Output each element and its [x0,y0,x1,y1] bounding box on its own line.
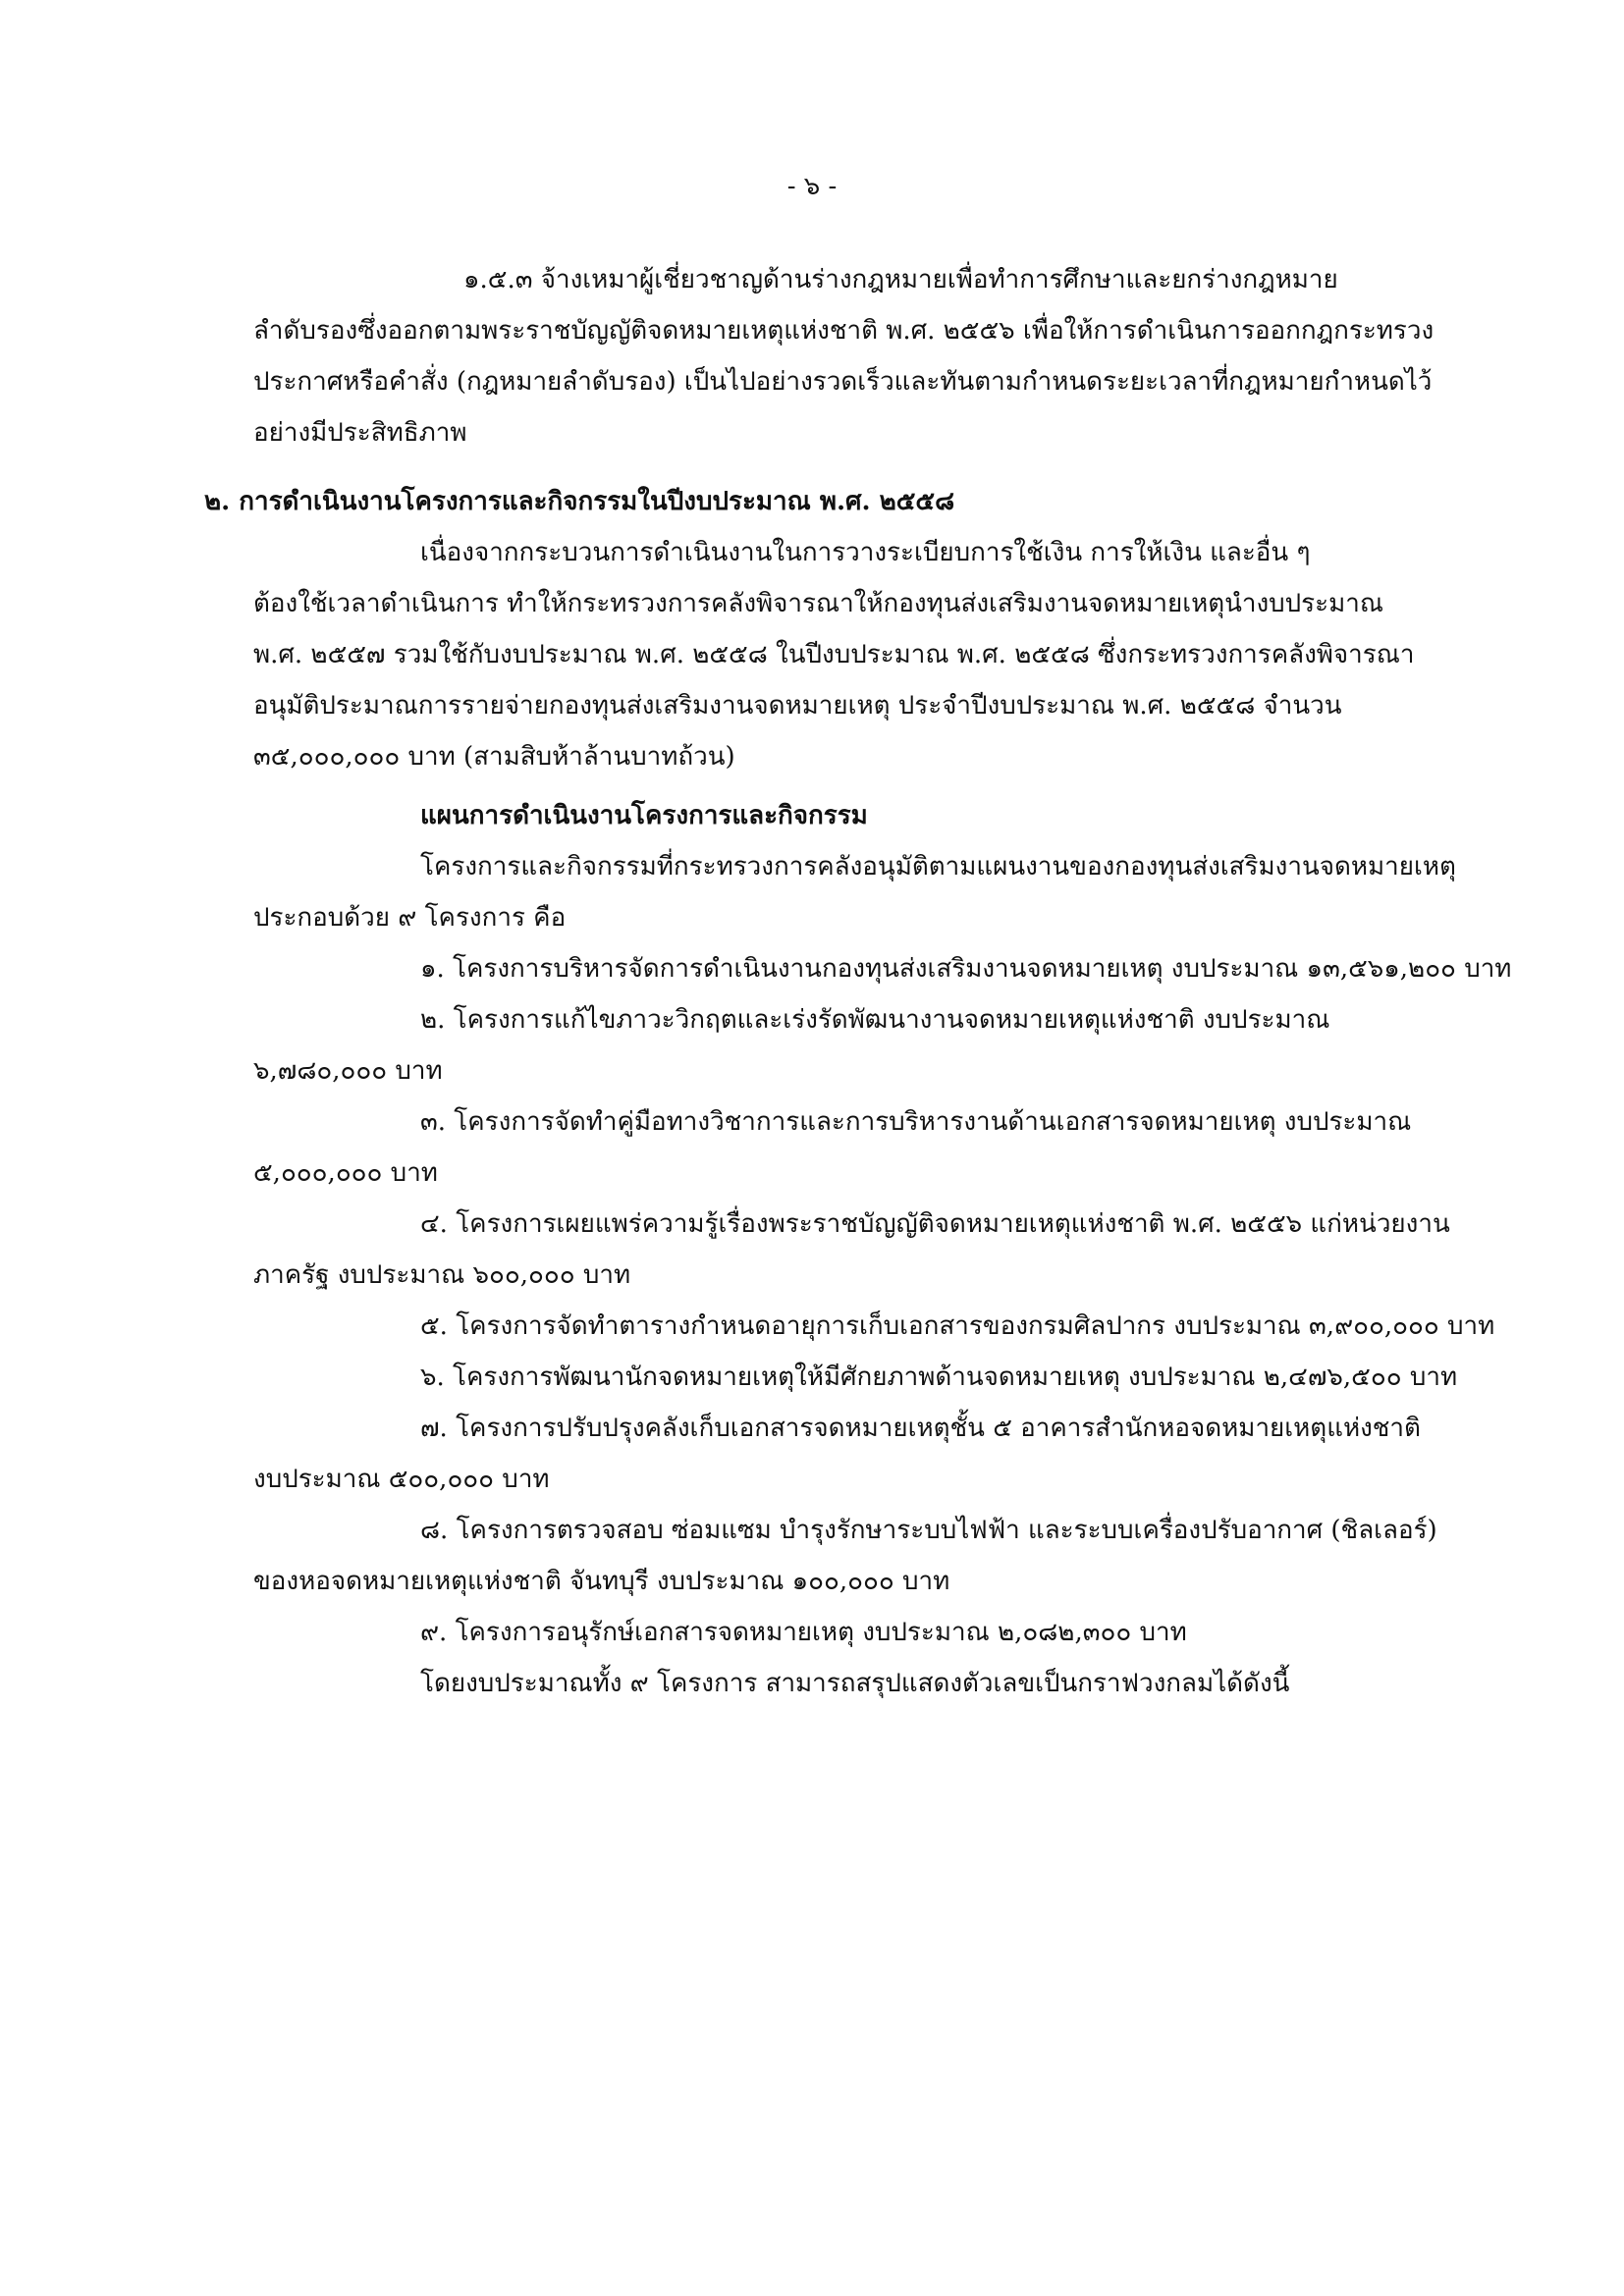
project-5: ๕. โครงการจัดทำตารางกำหนดอายุการเก็บเอกสารของกรมศิลปากร งบประมาณ ๓,๙๐๐,๐๐๐ บาท [420,1311,1495,1341]
project-8-cont: ของหอจดหมายเหตุแห่งชาติ จันทบุรี งบประมาณ ๑๐๐,๐๐๐ บาท [253,1567,950,1596]
section-2-line-3: พ.ศ. ๒๕๕๗ รวมใช้กับงบประมาณ พ.ศ. ๒๕๕๘ ในปีงบประมาณ พ.ศ. ๒๕๕๘ ซึ่งกระทรวงการคลังพิจารณา [253,640,1415,669]
plan-heading: แผนการดำเนินงานโครงการและกิจกรรม [420,801,868,830]
plan-intro-line-2: ประกอบด้วย ๙ โครงการ คือ [253,903,567,933]
project-4-cont: ภาครัฐ งบประมาณ ๖๐๐,๐๐๐ บาท [253,1260,631,1290]
page-number: - ๖ - [786,172,838,201]
section-2-line-2: ต้องใช้เวลาดำเนินการ ทำให้กระทรวงการคลังพิจารณาให้กองทุนส่งเสริมงานจดหมายเหตุนำงบประมาณ [253,589,1383,618]
project-6: ๖. โครงการพัฒนานักจดหมายเหตุให้มีศักยภาพด้านจดหมายเหตุ งบประมาณ ๒,๔๗๖,๕๐๐ บาท [420,1362,1458,1392]
project-8: ๘. โครงการตรวจสอบ ซ่อมแซม บำรุงรักษาระบบไฟฟ้า และระบบเครื่องปรับอากาศ (ชิลเลอร์) [420,1516,1437,1545]
project-3: ๓. โครงการจัดทำคู่มือทางวิชาการและการบริหารงานด้านเอกสารจดหมายเหตุ งบประมาณ [420,1107,1412,1137]
project-3-cont: ๕,๐๐๐,๐๐๐ บาท [253,1158,438,1188]
project-7-cont: งบประมาณ ๕๐๐,๐๐๐ บาท [253,1465,550,1494]
section-1-5-3-line-3: ประกาศหรือคำสั่ง (กฎหมายลำดับรอง) เป็นไปอย่างรวดเร็วและทันตามกำหนดระยะเวลาที่กฎหมายกำหนดไว้ [253,367,1433,397]
project-4: ๔. โครงการเผยแพร่ความรู้เรื่องพระราชบัญญัติจดหมายเหตุแห่งชาติ พ.ศ. ๒๕๕๖ แก่หน่วยงาน [420,1209,1450,1239]
section-1-5-3-line-4: อย่างมีประสิทธิภาพ [253,418,467,448]
section-1-5-3-line-2: ลำดับรองซึ่งออกตามพระราชบัญญัติจดหมายเหตุแห่งชาติ พ.ศ. ๒๕๕๖ เพื่อให้การดำเนินการออกกฎกระทรวง [253,316,1435,346]
section-2-line-4: อนุมัติประมาณการรายจ่ายกองทุนส่งเสริมงานจดหมายเหตุ ประจำปีงบประมาณ พ.ศ. ๒๕๕๘ จำนวน [253,691,1342,721]
plan-closing: โดยงบประมาณทั้ง ๙ โครงการ สามารถสรุปแสดงตัวเลขเป็นกราฟวงกลมได้ดังนี้ [420,1669,1290,1698]
section-2-line-1: เนื่องจากกระบวนการดำเนินงานในการวางระเบียบการใช้เงิน การให้เงิน และอื่น ๆ [420,538,1311,567]
project-2-cont: ๖,๗๘๐,๐๐๐ บาท [253,1056,443,1086]
section-2-line-5: ๓๕,๐๐๐,๐๐๐ บาท (สามสิบห้าล้านบาทถ้วน) [253,742,735,772]
section-2-heading: ๒. การดำเนินงานโครงการและกิจกรรมในปีงบประมาณ พ.ศ. ๒๕๕๘ [204,487,955,516]
section-1-5-3-line-1: ๑.๕.๓ จ้างเหมาผู้เชี่ยวชาญด้านร่างกฎหมายเพื่อทำการศึกษาและยกร่างกฎหมาย [463,265,1338,294]
project-2: ๒. โครงการแก้ไขภาวะวิกฤตและเร่งรัดพัฒนางานจดหมายเหตุแห่งชาติ งบประมาณ [420,1005,1330,1035]
plan-intro-line-1: โครงการและกิจกรรมที่กระทรวงการคลังอนุมัติตามแผนงานของกองทุนส่งเสริมงานจดหมายเหตุ [420,852,1456,881]
project-9: ๙. โครงการอนุรักษ์เอกสารจดหมายเหตุ งบประมาณ ๒,๐๘๒,๓๐๐ บาท [420,1618,1187,1647]
project-1: ๑. โครงการบริหารจัดการดำเนินงานกองทุนส่งเสริมงานจดหมายเหตุ งบประมาณ ๑๓,๕๖๑,๒๐๐ บาท [420,954,1512,984]
project-7: ๗. โครงการปรับปรุงคลังเก็บเอกสารจดหมายเหตุชั้น ๕ อาคารสำนักหอจดหมายเหตุแห่งชาติ [420,1414,1421,1443]
